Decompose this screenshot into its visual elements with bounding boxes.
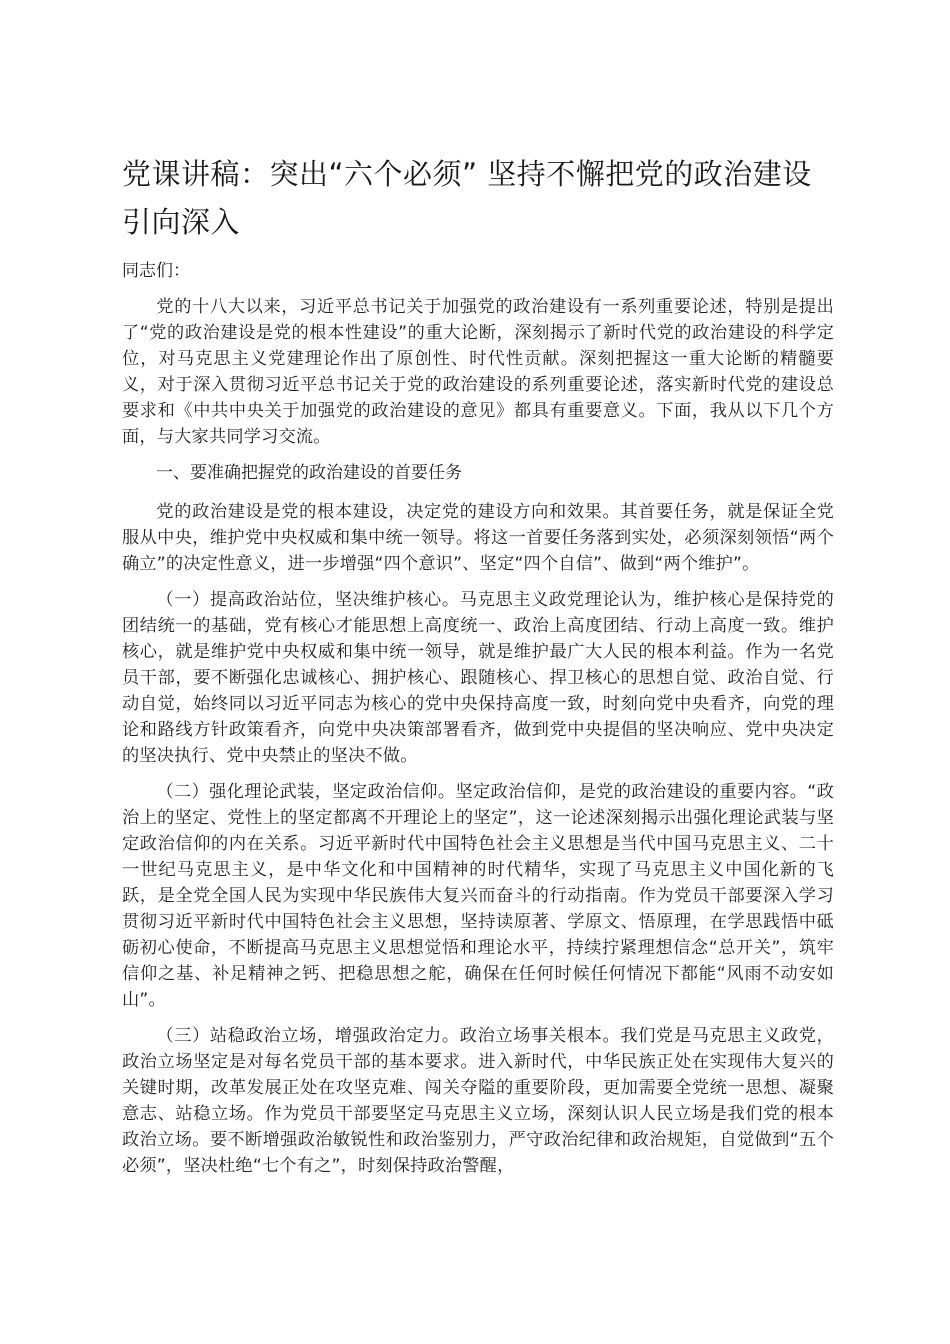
paragraph-subsection-2: （二）强化理论武装，坚定政治信仰。坚定政治信仰，是党的政治建设的重要内容。“政治上的坚定、党性上的坚定都离不开理论上的坚定”，这一论述深刻揭示出强化理论武装与坚定政治信仰的内在关系。习近平新时代中国特色社会主义思想是当代中国马克思主义、二十一世纪马克思主义，是中华文化和中国精神的时代精华，实现了马克思主义中国化新的飞跃，是全党全国人民为实现中华民族伟大复兴而奋斗的行动指南。作为党员干部要深入学习贯彻习近平新时代中国特色社会主义思想，坚持读原著、学原文、悟原理，在学思践悟中砥砺初心使命，不断提高马克思主义思想觉悟和理论水平，持续拧紧理想信念“总开关”，筑牢信仰之基、补足精神之钙、把稳思想之舵，确保在任何时候任何情况下都能“风雨不动安如山”。 <box>122 782 834 1010</box>
paragraph-subsection-3: （三）站稳政治立场，增强政治定力。政治立场事关根本。我们党是马克思主义政党，政治立场坚定是对每名党员干部的基本要求。进入新时代，中华民族正处在实现伟大复兴的关键时期，改革发展正处在攻坚克难、闯关夺隘的重要阶段，更加需要全党统一思想、凝聚意志、站稳立场。作为党员干部要坚定马克思主义立场，深刻认识人民立场是我们党的根本政治立场。要不断增强政治敏锐性和政治鉴别力，严守政治纪律和政治规矩，自觉做到“五个必须”，坚决杜绝“七个有之”，时刻保持政治警醒， <box>122 1026 834 1176</box>
document-page <box>122 150 834 1189</box>
section-heading-1: 一、要准确把握党的政治建设的首要任务 <box>156 463 462 483</box>
document-title: 党课讲稿：突出“六个必须” 坚持不懈把党的政治建设引向深入 <box>122 157 812 239</box>
paragraph-section-1: 党的政治建设是党的根本建设，决定党的建设方向和效果。其首要任务，就是保证全党服从中央，维护党中央权威和集中统一领导。将这一首要任务落到实处，必须深刻领悟“两个确立”的决定性意义，进一步增强“四个意识”、坚定“四个自信”、做到“两个维护”。 <box>122 502 834 574</box>
greeting: 同志们： <box>122 261 190 281</box>
paragraph-subsection-1: （一）提高政治站位，坚决维护核心。马克思主义政党理论认为，维护核心是保持党的团结统一的基础，党有核心才能思想上高度统一、政治上高度团结、行动上高度一致。维护核心，就是维护党中央权威和集中统一领导，就是维护最广大人民的根本利益。作为一名党员干部，要不断强化忠诚核心、拥护核心、跟随核心、捍卫核心的思想自觉、政治自觉、行动自觉，始终同以习近平同志为核心的党中央保持高度一致，时刻向党中央看齐，向党的理论和路线方针政策看齐，向党中央决策部署看齐，做到党中央提倡的坚决响应、党中央决定的坚决执行、党中央禁止的坚决不做。 <box>122 590 834 766</box>
paragraph-intro: 党的十八大以来，习近平总书记关于加强党的政治建设有一系列重要论述，特别是提出了“党的政治建设是党的根本性建设”的重大论断，深刻揭示了新时代党的政治建设的科学定位，对马克思主义党建理论作出了原创性、时代性贡献。深刻把握这一重大论断的精髓要义，对于深入贯彻习近平总书记关于党的政治建设的系列重要论述，落实新时代党的建设总要求和《中共中央关于加强党的政治建设的意见》都具有重要意义。下面，我从以下几个方面，与大家共同学习交流。 <box>122 297 834 447</box>
